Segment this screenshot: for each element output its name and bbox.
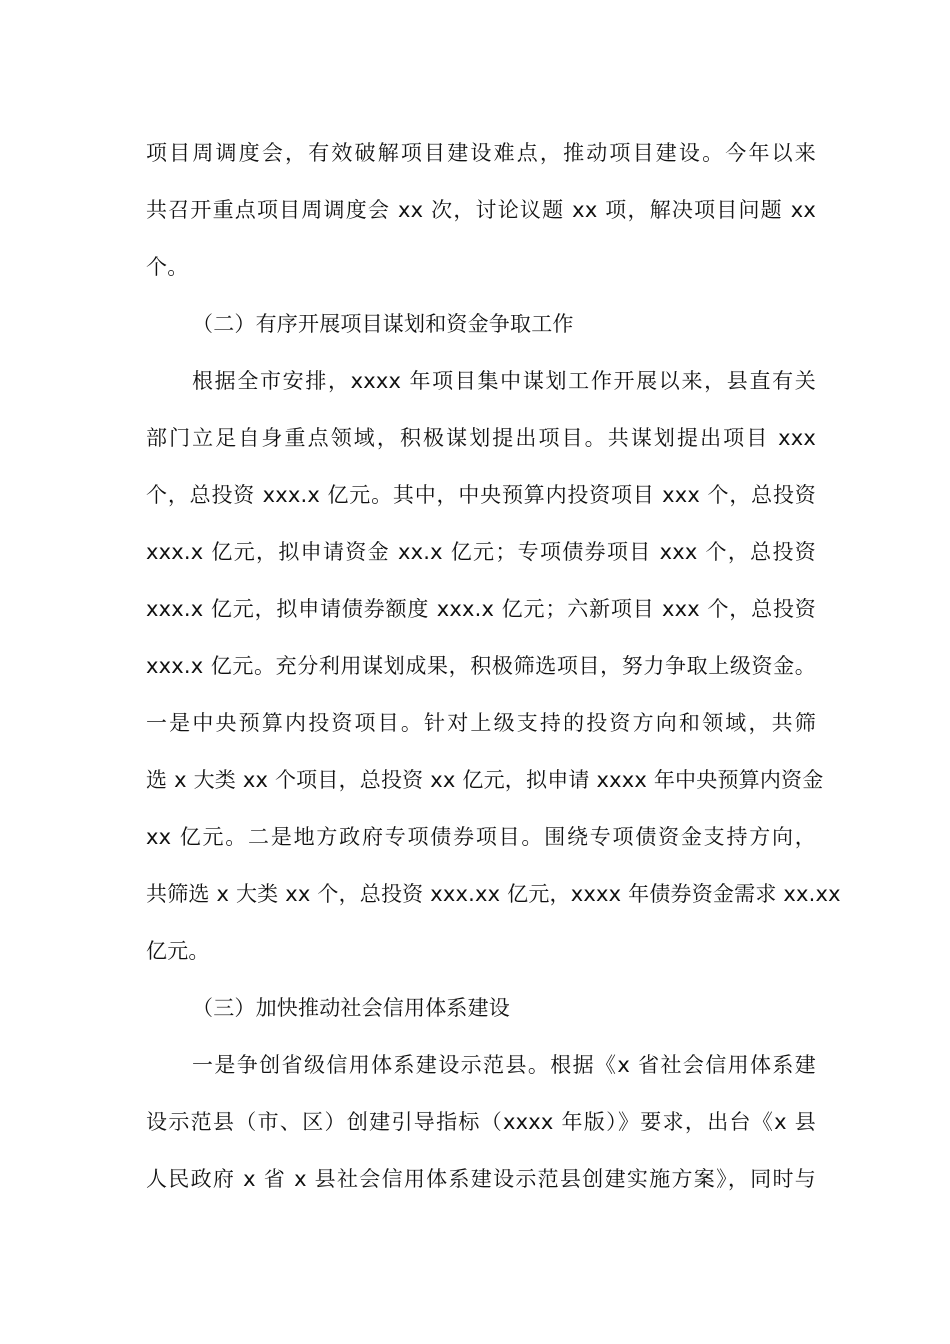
text-line: xxx.x 亿元。充分利用谋划成果，积极筛选项目，努力争取上级资金。 (146, 654, 816, 678)
text-line: 共筛选 x 大类 xx 个，总投资 xxx.xx 亿元，xxxx 年债券资金需求 xx.xx (146, 882, 841, 906)
text-line: 一是争创省级信用体系建设示范县。根据《x 省社会信用体系建 (192, 1053, 816, 1077)
text-line: 选 x 大类 xx 个项目，总投资 xx 亿元，拟申请 xxxx 年中央预算内资金 (146, 768, 824, 792)
text-line: xxx.x 亿元，拟申请债券额度 xxx.x 亿元；六新项目 xxx 个，总投资 (146, 597, 816, 621)
text-line: 设示范县（市、区）创建引导指标（xxxx 年版）》要求，出台《x 县 (146, 1110, 816, 1134)
section-heading: （二）有序开展项目谋划和资金争取工作 (192, 312, 574, 336)
text-line: 个，总投资 xxx.x 亿元。其中，中央预算内投资项目 xxx 个，总投资 (146, 483, 816, 507)
text-line: 个。 (146, 255, 189, 279)
text-line: 项目周调度会，有效破解项目建设难点，推动项目建设。今年以来 (146, 141, 816, 165)
text-line: 人民政府 x 省 x 县社会信用体系建设示范县创建实施方案》，同时与 (146, 1167, 816, 1191)
section-heading: （三）加快推动社会信用体系建设 (192, 996, 510, 1020)
text-line: 一是中央预算内投资项目。针对上级支持的投资方向和领域，共筛 (146, 711, 816, 735)
text-line: 根据全市安排，xxxx 年项目集中谋划工作开展以来，县直有关 (192, 369, 816, 393)
text-line: xxx.x 亿元，拟申请资金 xx.x 亿元；专项债券项目 xxx 个，总投资 (146, 540, 816, 564)
text-line: xx 亿元。二是地方政府专项债券项目。围绕专项债资金支持方向， (146, 825, 816, 849)
text-line: 亿元。 (146, 939, 210, 963)
text-line: 共召开重点项目周调度会 xx 次，讨论议题 xx 项，解决项目问题 xx (146, 198, 816, 222)
text-line: 部门立足自身重点领域，积极谋划提出项目。共谋划提出项目 xxx (146, 426, 816, 450)
